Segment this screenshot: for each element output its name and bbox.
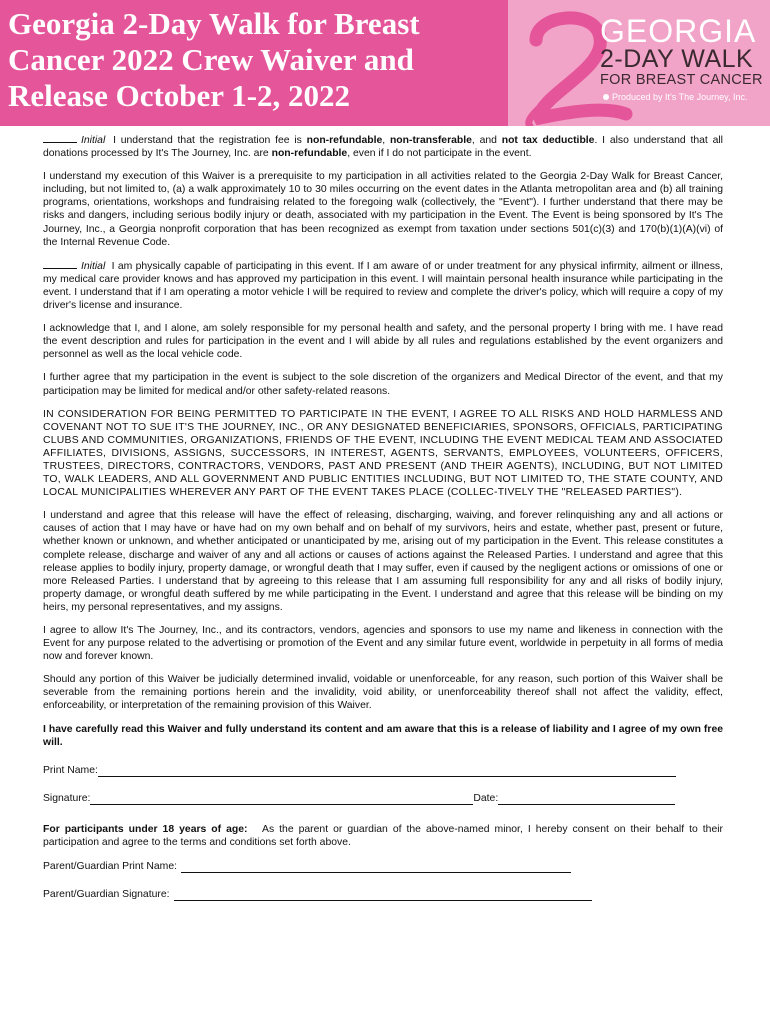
paragraph-release: I understand and agree that this release will have the effect of releasing, discharging, waiving, and forever relinquishing any and all actions or causes of action that I may have or have had on my own behalf and on behalf of my survivors, heirs and estate, whether past, present or future, whether known or unknown, and whether anticipated or unanticipated by me, arising out of my participation in the Event. This release constitutes a complete release, discharge and waiver of any and all actions or causes of actions against the Released Parties. I understand and agree that this release applies to bodily injury, property damage, or wrongful death that I may suffer, even if caused by the negligent actions or omissions of one or more Released Parties. I understand that by agreeing to this release that I am assuming full responsibility for any and all risks of bodily injury, property damage, or wrongful death suffered by me while participating in the Event. I understand and agree that this release will be binding on my heirs, my personal representatives, and my assigns.	[43, 510, 723, 613]
date-field[interactable]	[498, 794, 675, 805]
print-name-label: Print Name:	[43, 764, 98, 776]
paragraph-likeness: I agree to allow It's The Journey, Inc., and its contractors, vendors, agencies and sponsors to use my name and likeness in connection with the Event for any purpose related to the advertising or promotion of the Event and any similar future event, worldwide in perpetuity in all forms of media now and forever known.	[43, 625, 723, 663]
guardian-signature-row	[43, 887, 723, 901]
logo-two-day-walk: 2-DAY WALK	[600, 45, 754, 73]
print-name-row	[43, 763, 723, 777]
guardian-signature-field[interactable]	[174, 890, 592, 901]
paragraph-fee: Initial I understand that the registration fee is non-refundable, non-transferable, and not tax deductible. I also understand that all donations processed by It's The Journey, Inc. are non-refundable, even if I do not participate in the event.	[43, 135, 723, 160]
paragraph-hold-harmless: IN CONSIDERATION FOR BEING PERMITTED TO PARTICIPATE IN THE EVENT, I AGREE TO ALL RISKS AND HOLD HARMLESS AND COVENANT NOT TO SUE IT'S THE JOURNEY, INC., OR ANY DESIGNATED BENEFICIARIES, SPONSORS, OFFICIALS, PARTICIPATING CLUBS AND COMMUNITIES, ORGANIZATIONS, FRIENDS OF THE EVENT, INCLUDING THE EVENT MEDICAL TEAM AND ASSOCIATED AFFILIATES, DIVISIONS, ASSIGNS, SUCCESSORS, IN INTEREST, AGENTS, SERVANTS, EMPLOYEES, VOLUNTEERS, OFFICERS, TRUSTEES, DIRECTORS, CONTRACTORS, VENDORS, PAST AND PRESENT (AND THEIR AGENTS), INCLUDING, BUT NOT LIMITED TO, WALK LEADERS, AND ALL GOVERNMENT AND PUBLIC ENTITIES INCLUDING, BUT NOT LIMITED TO, THE STATE COUNTY, AND LOCAL MUNICIPALITIES WHEREVER ANY PART OF THE EVENT TAKES PLACE (COLLEC-TIVELY THE "RELEASED PARTIES").	[43, 408, 723, 499]
guardian-print-name-field[interactable]	[181, 862, 571, 873]
initial-label: Initial	[81, 260, 106, 272]
guardian-print-name-label: Parent/Guardian Print Name:	[43, 860, 177, 872]
guardian-print-name-row	[43, 859, 723, 873]
paragraph-severability: Should any portion of this Waiver be judicially determined invalid, voidable or unenforceable, for any reason, such portion of this Waiver shall be severable from the remaining portions herein and the invalidity, void ability, or unenforceability thereof shall not affect the validity, effect, enforceability, or interpretation of the remaining provision of this Waiver.	[43, 674, 723, 712]
initial-field[interactable]	[43, 259, 77, 269]
date-label: Date:	[473, 792, 499, 804]
paragraph-acknowledgment: I have carefully read this Waiver and fully understand its content and am aware that this is a release of liability and I agree of my own free will.	[43, 723, 723, 748]
print-name-field[interactable]	[98, 766, 676, 777]
initial-label: Initial	[81, 135, 106, 146]
paragraph-prerequisite: I understand my execution of this Waiver is a prerequisite to my participation in all activities related to the Georgia 2-Day Walk for Breast Cancer, including, but not limited to, (a) a walk approximately 10 to 30 miles occurring on the event dates in the Atlanta metropolitan area and (b) all training programs, orientations, workshops and fundraising related to the foregoing walk (collectively, the "Event"). I further understand that there may be risks and dangers, including serious bodily injury or death, associated with my participation in the Event. The Event is being sponsored by It's The Journey, Inc., a Georgia nonprofit corporation that has been recognized as exempt from taxation under sections 501(c)(3) and 170(b)(1)(A)(vi) of the Internal Revenue Code.	[43, 171, 723, 248]
paragraph-medical-discretion: I further agree that my participation in the event is subject to the sole discretion of the organizers and Medical Director of the event, and that my participation may be limited for medical and/or other safety-related reasons.	[43, 372, 723, 397]
page-title: Georgia 2-Day Walk for Breast Cancer 2022 Crew Waiver and Release October 1-2, 2022	[8, 6, 420, 113]
initial-field[interactable]	[43, 133, 77, 143]
paragraph-responsibility: I acknowledge that I, and I alone, am solely responsible for my personal health and safety, and the personal property I bring with me. I have read the event description and rules for participation in the event and I will abide by all rules and regulations established by the event organizers and personnel as well as the local vehicle code.	[43, 323, 723, 361]
minor-consent: For participants under 18 years of age: As the parent or guardian of the above-named minor, I hereby consent on their behalf to their participation and agree to the terms and conditions set forth above.	[43, 823, 724, 848]
guardian-signature-label: Parent/Guardian Signature:	[43, 888, 170, 900]
signature-field[interactable]	[90, 794, 473, 805]
logo-produced-by: Produced by It's The Journey, Inc.	[612, 92, 748, 102]
logo-for-breast-cancer: FOR BREAST CANCER	[600, 72, 763, 88]
event-logo	[508, 0, 770, 126]
minor-consent-heading: For participants under 18 years of age:	[43, 823, 248, 835]
header-banner	[0, 0, 770, 126]
bullet-icon	[603, 94, 609, 100]
signature-label: Signature:	[43, 792, 91, 804]
paragraph-physical-capability: Initial I am physically capable of participating in this event. If I am aware of or under treatment for any physical infirmity, ailment or illness, my medical care provider knows and has approved my participation in this event. I will maintain personal health insurance while participating in the event. I understand that if I am operating a motor vehicle I will be required to review and complete the driver's policy, which will require a copy of my driver's license and insurance.	[43, 260, 723, 312]
signature-row	[43, 791, 723, 805]
logo-text	[508, 0, 770, 126]
waiver-body	[43, 133, 723, 901]
logo-georgia: GEORGIA	[600, 13, 757, 49]
header-title-panel	[0, 0, 508, 126]
